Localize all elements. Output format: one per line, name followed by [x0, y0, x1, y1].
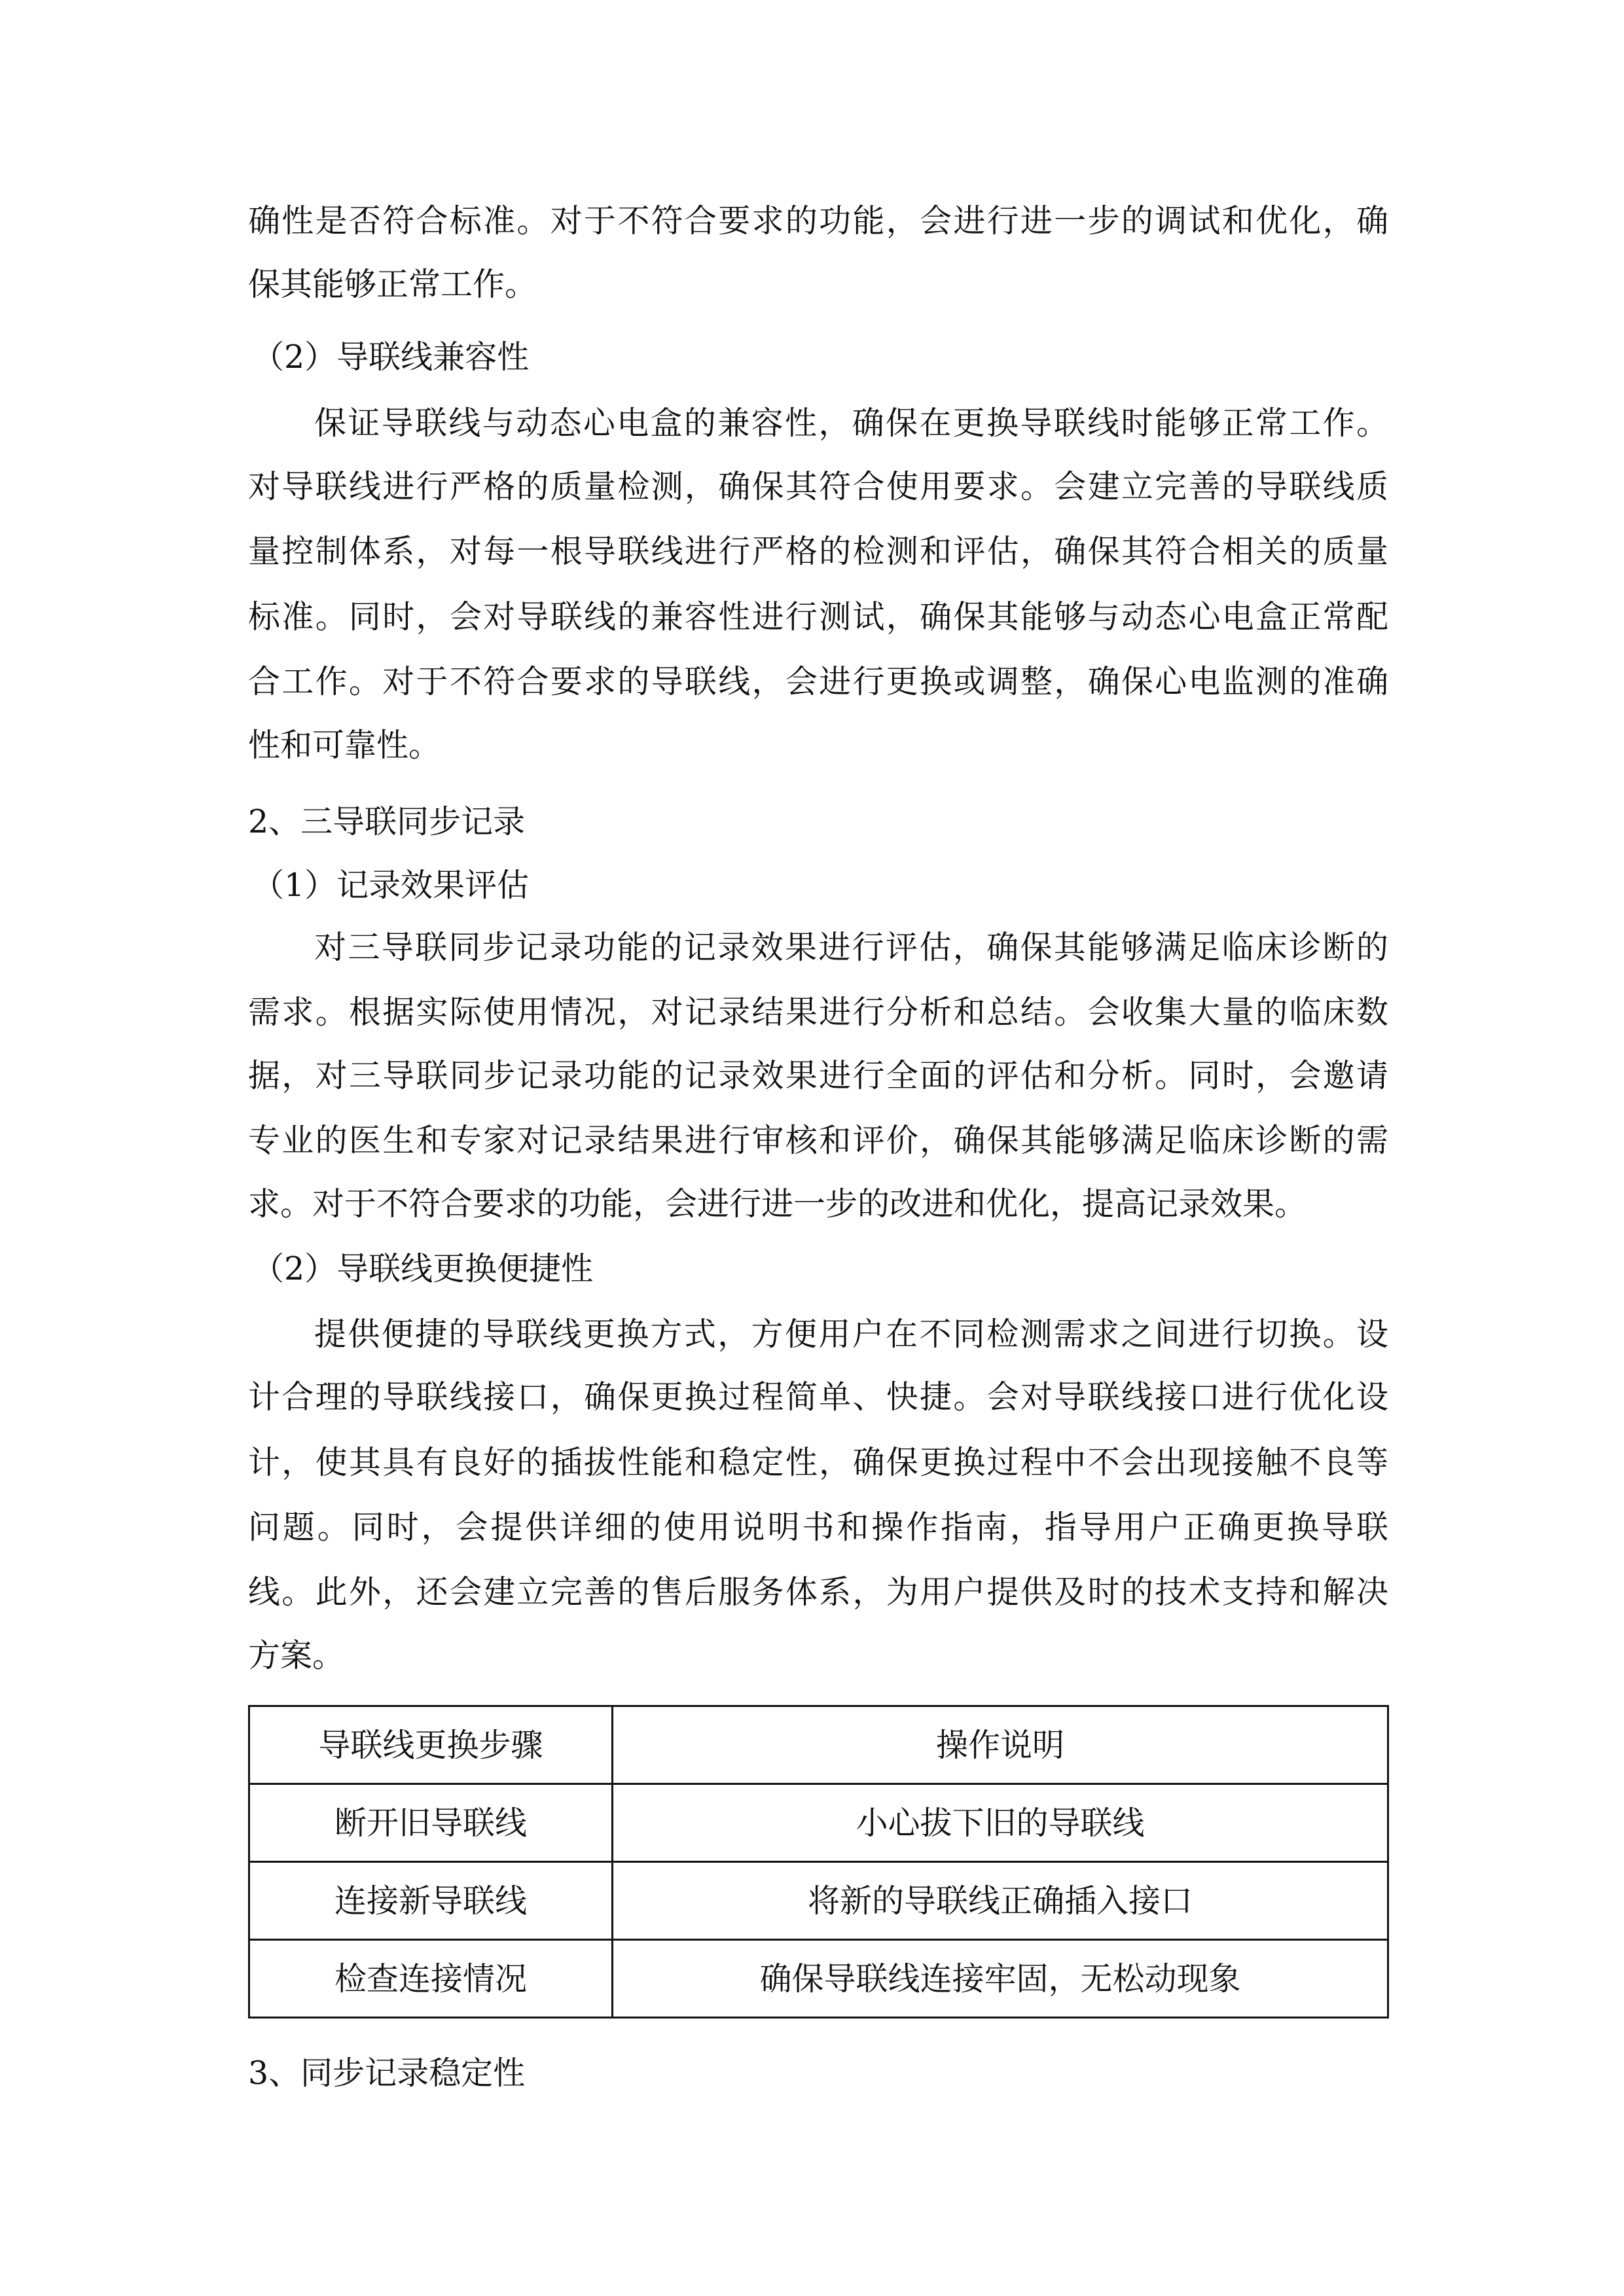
paragraph-line: 性和可靠性。 [248, 726, 441, 764]
table-cell: 检查连接情况 [249, 1940, 613, 2018]
table-cell: 小心拔下旧的导联线 [613, 1784, 1388, 1862]
paragraph-line: 据，对三导联同步记录功能的记录效果进行全面的评估和分析。同时，会邀请 [248, 1057, 1388, 1094]
paragraph-line: 问题。同时，会提供详细的使用说明书和操作指南，指导用户正确更换导联 [248, 1509, 1388, 1546]
paragraph-line: 求。对于不符合要求的功能，会进行进一步的改进和优化，提高记录效果。 [248, 1185, 1307, 1223]
table-row [249, 1862, 1388, 1940]
paragraph-line: 线。此外，还会建立完善的售后服务体系，为用户提供及时的技术支持和解决 [248, 1573, 1388, 1611]
paragraph-line: 量控制体系，对每一根导联线进行严格的检测和评估，确保其符合相关的质量 [248, 533, 1388, 570]
lead-replacement-table [248, 1705, 1389, 2018]
paragraph-line: 保证导联线与动态心电盒的兼容性，确保在更换导联线时能够正常工作。 [314, 404, 1388, 442]
section-heading: 3、同步记录稳定性 [248, 2054, 526, 2092]
table-row [249, 1940, 1388, 2018]
table-cell: 将新的导联线正确插入接口 [613, 1862, 1388, 1940]
paragraph-line: 合工作。对于不符合要求的导联线，会进行更换或调整，确保心电监测的准确 [248, 663, 1388, 700]
section-heading: 2、三导联同步记录 [248, 803, 526, 840]
paragraph-line: 提供便捷的导联线更换方式，方便用户在不同检测需求之间进行切换。设 [314, 1316, 1388, 1353]
paragraph-line: 计合理的导联线接口，确保更换过程简单、快捷。会对导联线接口进行优化设 [248, 1378, 1388, 1416]
table-cell: 断开旧导联线 [249, 1784, 613, 1862]
table-cell: 确保导联线连接牢固，无松动现象 [613, 1940, 1388, 2018]
paragraph-line: 保其能够正常工作。 [248, 266, 537, 303]
subheading: （2）导联线兼容性 [252, 338, 530, 376]
paragraph-line: 需求。根据实际使用情况，对记录结果进行分析和总结。会收集大量的临床数 [248, 994, 1388, 1031]
paragraph-line: 对导联线进行严格的质量检测，确保其符合使用要求。会建立完善的导联线质 [248, 468, 1388, 505]
paragraph-line: 确性是否符合标准。对于不符合要求的功能，会进行进一步的调试和优化，确 [248, 202, 1388, 240]
table-header: 操作说明 [613, 1706, 1388, 1784]
table-cell: 连接新导联线 [249, 1862, 613, 1940]
table-header: 导联线更换步骤 [249, 1706, 613, 1784]
subheading: （1）记录效果评估 [252, 867, 530, 904]
subheading: （2）导联线更换便捷性 [252, 1250, 594, 1287]
table-header-row [249, 1706, 1388, 1784]
paragraph-line: 计，使其具有良好的插拔性能和稳定性，确保更换过程中不会出现接触不良等 [248, 1444, 1388, 1481]
paragraph-line: 标准。同时，会对导联线的兼容性进行测试，确保其能够与动态心电盒正常配 [248, 598, 1388, 636]
paragraph-line: 方案。 [248, 1637, 345, 1674]
paragraph-line: 专业的医生和专家对记录结果进行审核和评价，确保其能够满足临床诊断的需 [248, 1122, 1388, 1159]
paragraph-line: 对三导联同步记录功能的记录效果进行评估，确保其能够满足临床诊断的 [314, 929, 1388, 966]
table-row [249, 1784, 1388, 1862]
